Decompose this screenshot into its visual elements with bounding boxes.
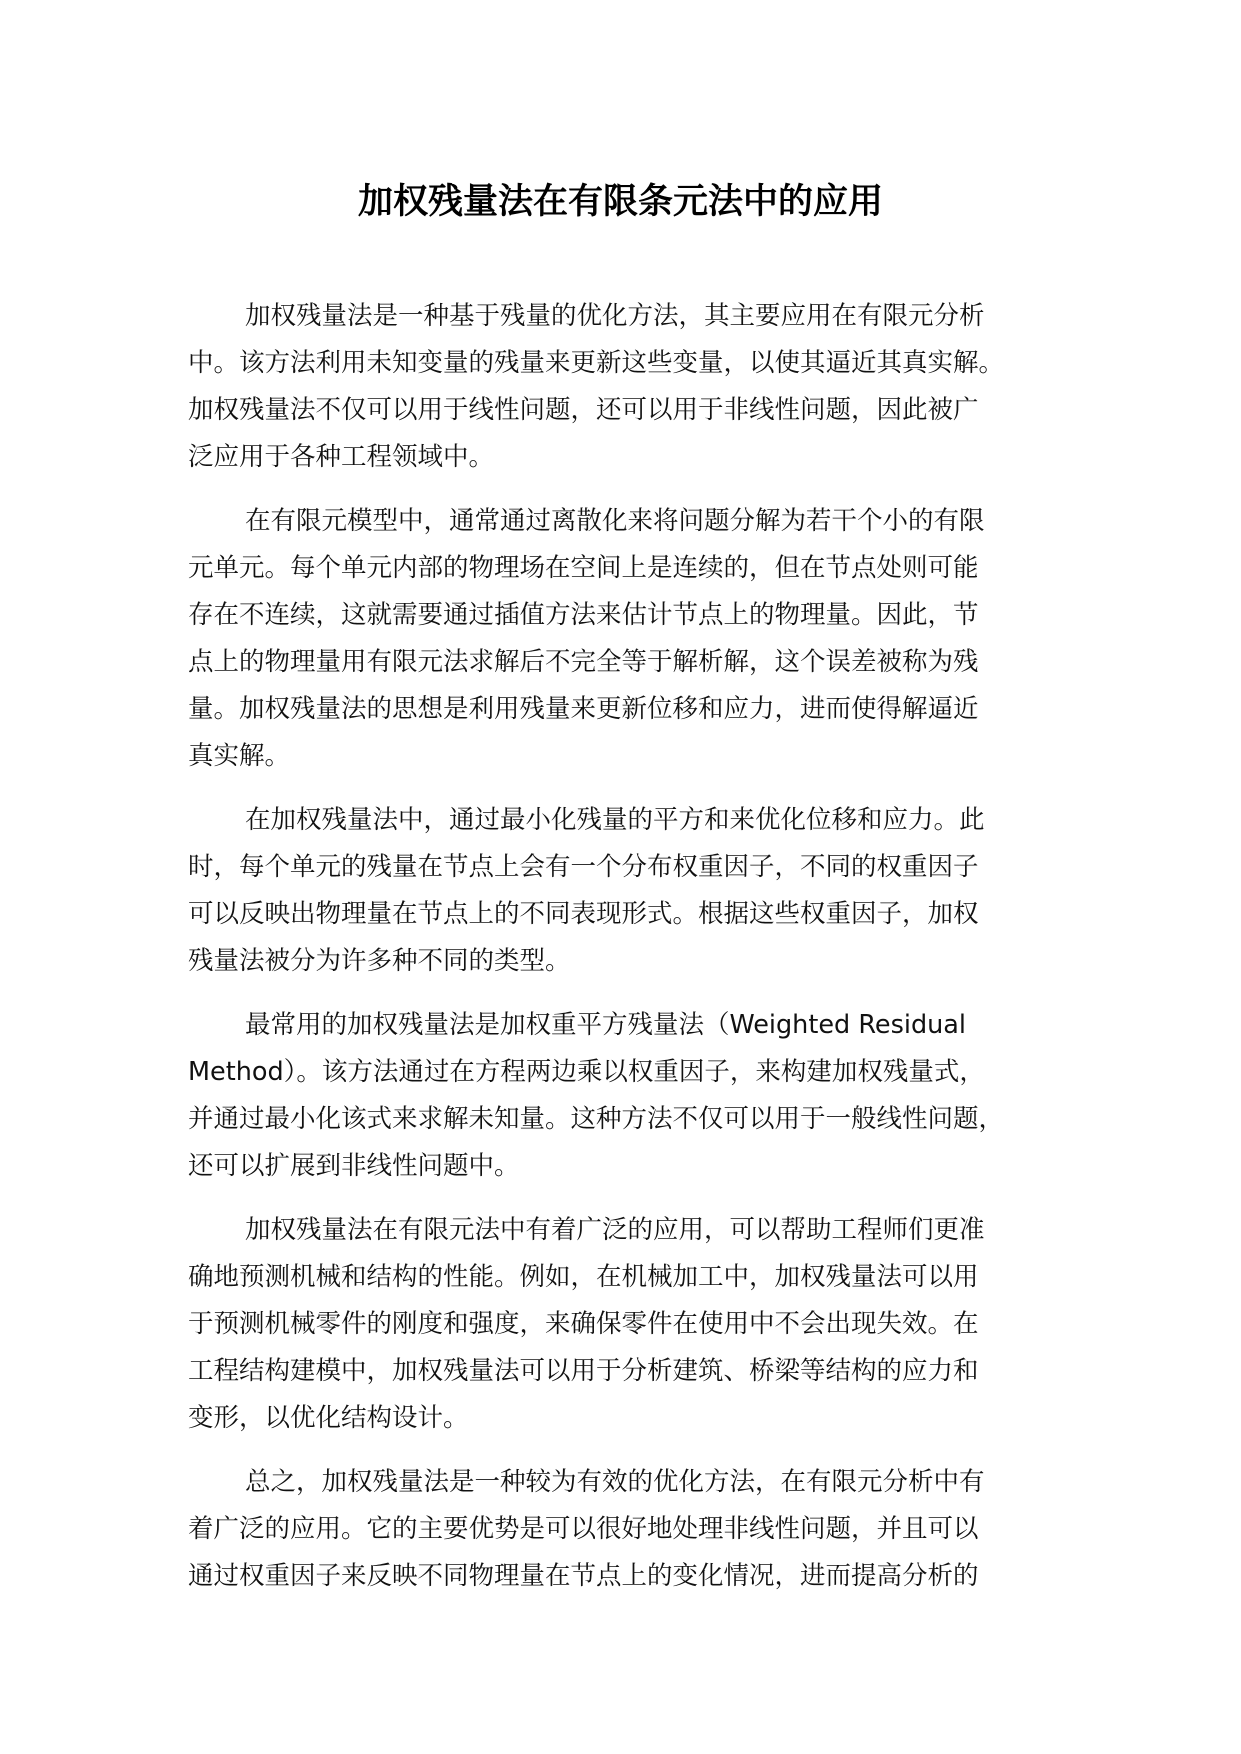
- paragraph-line: 真实解。: [188, 741, 291, 771]
- paragraph-1: [188, 293, 1088, 481]
- document-body: [188, 293, 1088, 1617]
- document-title: 加权残量法在有限条元法中的应用: [357, 182, 883, 222]
- paragraph-line: 量。加权残量法的思想是利用残量来更新位移和应力，进而使得解逼近: [188, 694, 979, 724]
- paragraph-line: 加权残量法不仅可以用于线性问题，还可以用于非线性问题，因此被广: [188, 395, 979, 425]
- paragraph-5: [188, 1207, 1088, 1442]
- paragraph-line: 在加权残量法中，通过最小化残量的平方和来优化位移和应力。此: [245, 805, 985, 835]
- paragraph-line: 总之，加权残量法是一种较为有效的优化方法，在有限元分析中有: [245, 1467, 985, 1497]
- paragraph-line: 元单元。每个单元内部的物理场在空间上是连续的，但在节点处则可能: [188, 553, 979, 583]
- paragraph-line: 并通过最小化该式来求解未知量。这种方法不仅可以用于一般线性问题，: [188, 1104, 1005, 1134]
- paragraph-line: 着广泛的应用。它的主要优势是可以很好地处理非线性问题，并且可以: [188, 1514, 979, 1544]
- paragraph-4: [188, 1002, 1088, 1190]
- paragraph-line: 在有限元模型中，通常通过离散化来将问题分解为若干个小的有限: [245, 506, 985, 536]
- paragraph-2: [188, 498, 1088, 780]
- paragraph-line: 存在不连续，这就需要通过插值方法来估计节点上的物理量。因此，节: [188, 600, 979, 630]
- paragraph-3: [188, 797, 1088, 985]
- paragraph-6: [188, 1459, 1088, 1600]
- paragraph-line: 确地预测机械和结构的性能。例如，在机械加工中，加权残量法可以用: [188, 1262, 979, 1292]
- paragraph-line: 可以反映出物理量在节点上的不同表现形式。根据这些权重因子，加权: [188, 899, 979, 929]
- paragraph-line: 最常用的加权残量法是加权重平方残量法（Weighted Residual: [245, 1010, 967, 1040]
- paragraph-line: Method）。该方法通过在方程两边乘以权重因子，来构建加权残量式，: [188, 1057, 985, 1087]
- paragraph-line: 残量法被分为许多种不同的类型。: [188, 946, 571, 976]
- paragraph-line: 中。该方法利用未知变量的残量来更新这些变量，以使其逼近其真实解。: [188, 348, 1005, 378]
- paragraph-line: 变形，以优化结构设计。: [188, 1403, 469, 1433]
- paragraph-line: 时，每个单元的残量在节点上会有一个分布权重因子，不同的权重因子: [188, 852, 979, 882]
- paragraph-line: 点上的物理量用有限元法求解后不完全等于解析解，这个误差被称为残: [188, 647, 979, 677]
- paragraph-line: 泛应用于各种工程领域中。: [188, 442, 495, 472]
- paragraph-line: 还可以扩展到非线性问题中。: [188, 1151, 520, 1181]
- paragraph-line: 加权残量法在有限元法中有着广泛的应用，可以帮助工程师们更准: [245, 1215, 985, 1245]
- paragraph-line: 通过权重因子来反映不同物理量在节点上的变化情况，进而提高分析的: [188, 1561, 979, 1591]
- paragraph-line: 工程结构建模中，加权残量法可以用于分析建筑、桥梁等结构的应力和: [188, 1356, 979, 1386]
- paragraph-line: 于预测机械零件的刚度和强度，来确保零件在使用中不会出现失效。在: [188, 1309, 979, 1339]
- paragraph-line: 加权残量法是一种基于残量的优化方法，其主要应用在有限元分析: [245, 301, 985, 331]
